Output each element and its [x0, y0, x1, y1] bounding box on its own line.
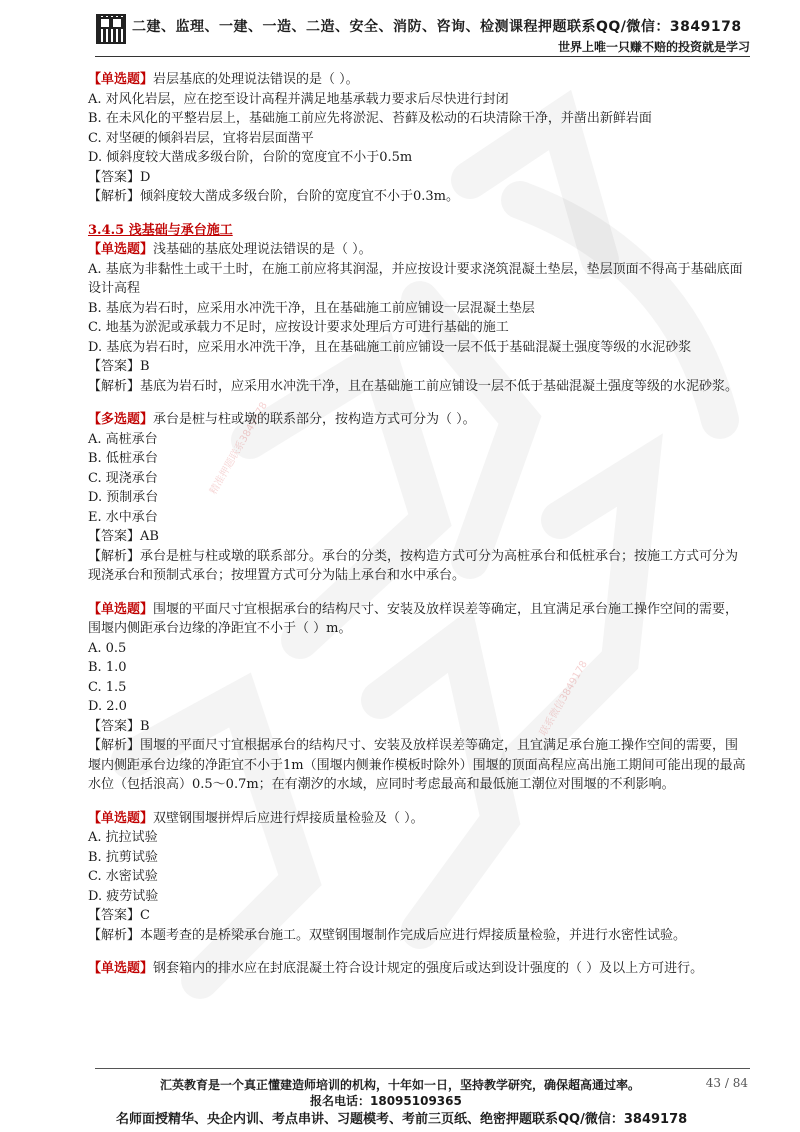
option-c: C. 现浇承台: [88, 470, 158, 486]
question-4: [88, 600, 748, 795]
option-d: D. 疲劳试验: [88, 888, 159, 904]
answer: 【答案】B: [88, 718, 150, 734]
footer-intro: 汇英教育是一个真正懂建造师培训的机构，十年如一日，坚持教学研究，确保超高通过率。: [160, 1078, 641, 1092]
option-b: B. 在未风化的平整岩层上，基础施工前应先将淤泥、苔藓及松动的石块清除干净，并凿出新鲜岩面: [88, 111, 652, 126]
option-c: C. 地基为淤泥或承载力不足时，应按设计要求处理后方可进行基础的施工: [88, 320, 509, 335]
answer: 【答案】AB: [88, 529, 159, 544]
analysis: 【解析】基底为岩石时，应采用水冲洗干净，且在基础施工前应铺设一层不低于基础混凝土强度等级的水泥砂浆。: [88, 378, 739, 394]
question-stem: 岩层基底的处理说法错误的是（ ）。: [153, 72, 359, 87]
option-c: C. 水密试验: [88, 869, 158, 884]
question-type-tag: 【单选题】: [88, 810, 154, 826]
option-c: C. 对坚硬的倾斜岩层，宜将岩层面凿平: [88, 130, 314, 146]
analysis: 【解析】倾斜度较大凿成多级台阶，台阶的宽度宜不小于0.3m。: [88, 189, 460, 204]
option-e: E. 水中承台: [88, 509, 158, 525]
analysis: 【解析】本题考查的是桥梁承台施工。双壁钢围堰制作完成后应进行焊接质量检验，并进行水密性试验。: [88, 927, 687, 943]
option-c: C. 1.5: [88, 679, 127, 695]
page-footer: [0, 1066, 800, 1132]
option-a: A. 高桩承台: [88, 431, 158, 447]
answer: 【答案】B: [88, 359, 150, 374]
option-a: A. 0.5: [88, 640, 127, 656]
question-stem: 钢套箱内的排水应在封底混凝土符合设计规定的强度后或达到设计强度的（ ）及以上方可进行。: [153, 961, 704, 976]
option-d: D. 基底为岩石时，应采用水冲洗干净，且在基础施工前应铺设一层不低于基础混凝土强度等级的水泥砂浆: [88, 339, 692, 355]
answer: 【答案】D: [88, 169, 151, 185]
document-body: [88, 70, 748, 993]
analysis: 【解析】承台是桩与柱或墩的联系部分。承台的分类，按构造方式可分为高桩承台和低桩承台；按施工方式可分为现浇承台和预制式承台；按埋置方式可分为陆上承台和水中承台。: [88, 548, 739, 583]
option-b: B. 基底为岩石时，应采用水冲洗干净，且在基础施工前应铺设一层混凝土垫层: [88, 300, 535, 316]
page-header: [0, 0, 800, 62]
option-b: B. 抗剪试验: [88, 849, 158, 865]
question-5: [88, 809, 748, 946]
option-b: B. 1.0: [88, 660, 127, 675]
question-type-tag: 【多选题】: [88, 412, 154, 427]
question-stem: 承台是桩与柱或墩的联系部分，按构造方式可分为（ ）。: [153, 412, 476, 427]
question-type-tag: 【单选题】: [88, 601, 154, 617]
question-type-tag: 【单选题】: [88, 961, 154, 976]
page-number: 43 / 84: [705, 1076, 748, 1090]
option-a: A. 抗拉试验: [88, 830, 158, 845]
watermark-text-2: 联系微信3849178: [538, 659, 590, 738]
footer-divider: [95, 1068, 750, 1069]
question-3: [88, 410, 748, 586]
answer: 【答案】C: [88, 908, 150, 923]
question-type-tag: 【单选题】: [88, 72, 154, 87]
analysis: 【解析】围堰的平面尺寸宜根据承台的结构尺寸、安装及放样误差等确定，且宜满足承台施工操作空间的需要，围堰内侧距承台边缘的净距宜不小于1m（围堰内侧兼作模板时除外）围堰的顶面高程应高出施工期间可能出现的最高水位（包括浪高）0.5～0.7m；在有潮汐的水域，应同时考虑最高和最低施工潮位对围堰的不利影响。: [88, 738, 746, 792]
question-2: [88, 240, 748, 396]
footer-contact: 名师面授精华、央企内训、考点串讲、习题模考、考前三页纸、绝密押题联系QQ/微信：3849178: [116, 1112, 688, 1127]
option-a: A. 对风化岩层，应在挖至设计高程并满足地基承载力要求后尽快进行封闭: [88, 91, 509, 107]
qr-code-icon: [96, 14, 126, 44]
section-title: 3.4.5 浅基础与承台施工: [88, 222, 233, 238]
header-divider: [95, 56, 750, 57]
footer-phone: 报名电话：18095109365: [310, 1094, 462, 1108]
question-stem: 双壁钢围堰拼焊后应进行焊接质量检验及（ ）。: [153, 810, 424, 826]
option-d: D. 预制承台: [88, 490, 159, 505]
watermark-text-1: 精准押题联系3849178: [208, 400, 270, 497]
question-6: [88, 959, 748, 979]
option-b: B. 低桩承台: [88, 451, 158, 466]
question-type-tag: 【单选题】: [88, 242, 154, 257]
header-title: 二建、监理、一建、一造、二造、安全、消防、咨询、检测课程押题联系QQ/微信：3849178: [132, 19, 742, 35]
question-1: [88, 70, 748, 207]
option-d: D. 倾斜度较大凿成多级台阶，台阶的宽度宜不小于0.5m: [88, 150, 413, 165]
question-stem: 围堰的平面尺寸宜根据承台的结构尺寸、安装及放样误差等确定，且宜满足承台施工操作空间的需要，围堰内侧距承台边缘的净距宜不小于（ ）m。: [88, 601, 739, 636]
option-d: D. 2.0: [88, 699, 127, 714]
header-slogan: 世界上唯一只赚不赔的投资就是学习: [557, 40, 750, 54]
question-stem: 浅基础的基底处理说法错误的是（ ）。: [153, 242, 372, 257]
option-a: A. 基底为非黏性土或干土时，在施工前应将其润湿，并应按设计要求浇筑混凝土垫层，垫层顶面不得高于基础底面设计高程: [88, 261, 743, 296]
